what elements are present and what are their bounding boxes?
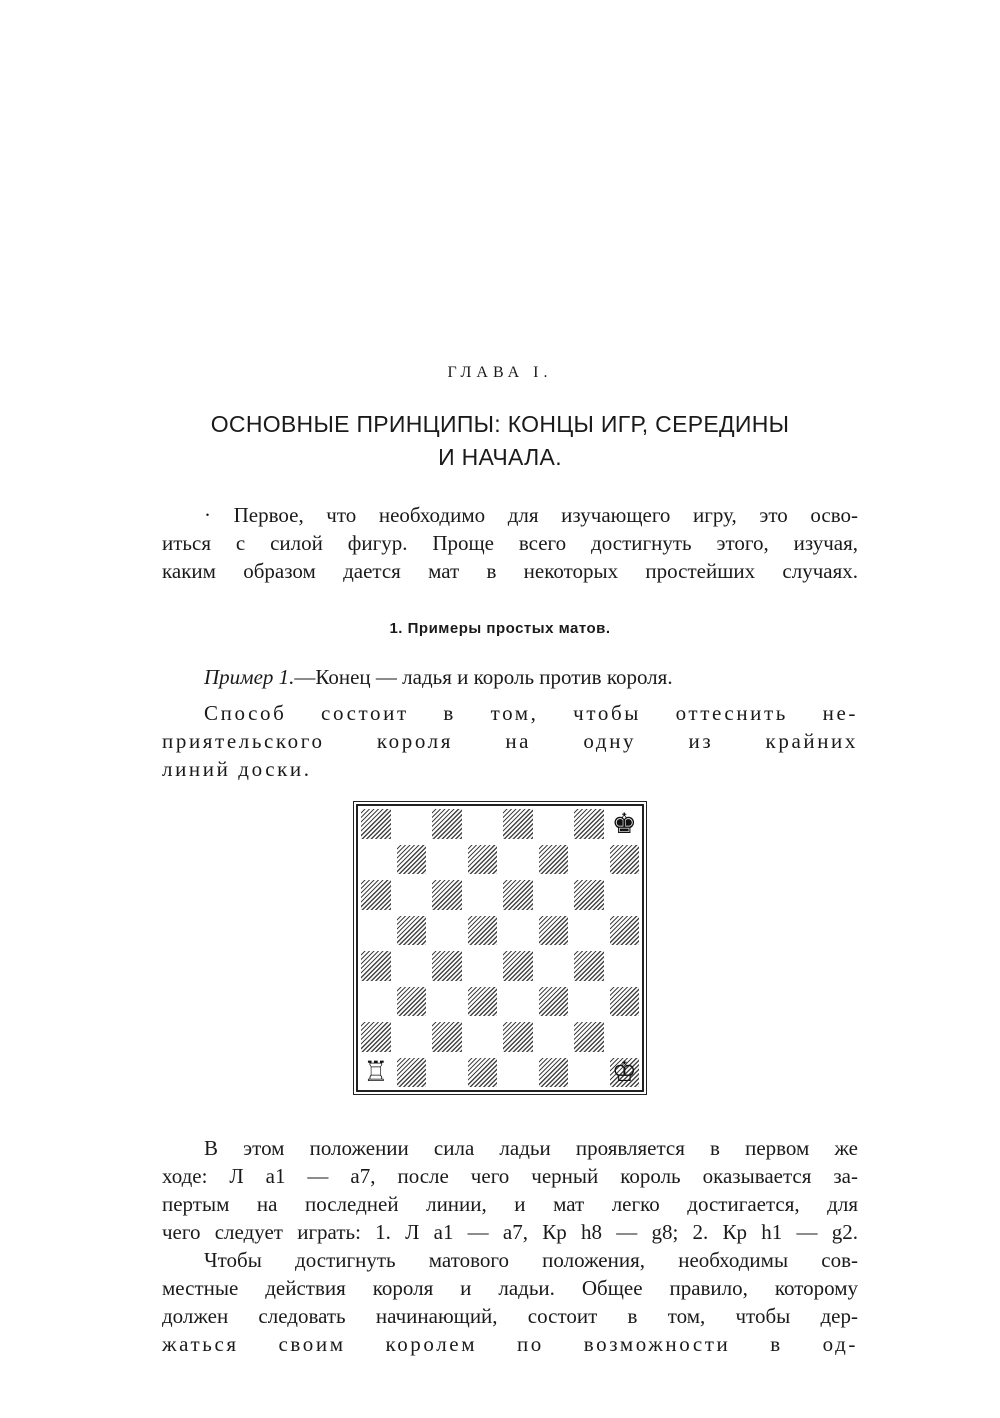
square-b8 bbox=[394, 806, 430, 842]
square-c1 bbox=[429, 1055, 465, 1091]
body-line: В этом положении сила ладьи проявляется в первом же bbox=[204, 1136, 858, 1160]
square-e5 bbox=[500, 913, 536, 949]
square-b3 bbox=[394, 984, 430, 1020]
square-g5 bbox=[571, 913, 607, 949]
square-f3 bbox=[536, 984, 572, 1020]
square-a3 bbox=[358, 984, 394, 1020]
square-d8 bbox=[465, 806, 501, 842]
method-line: Способ состоит в том, чтобы оттеснить не- bbox=[204, 701, 858, 725]
body-line: должен следовать начинающий, состоит в том, чтобы дер- bbox=[162, 1304, 858, 1328]
square-g4 bbox=[571, 948, 607, 984]
square-a4 bbox=[358, 948, 394, 984]
square-d4 bbox=[465, 948, 501, 984]
square-f8 bbox=[536, 806, 572, 842]
square-g6 bbox=[571, 877, 607, 913]
square-e3 bbox=[500, 984, 536, 1020]
body-line: Чтобы достигнуть матового положения, необходимы сов- bbox=[204, 1248, 858, 1272]
square-g3 bbox=[571, 984, 607, 1020]
chapter-title-line-2: И НАЧАЛА. bbox=[438, 444, 562, 470]
square-c2 bbox=[429, 1019, 465, 1055]
square-c7 bbox=[429, 842, 465, 878]
example-line bbox=[204, 663, 858, 691]
chapter-label: ГЛАВА I. bbox=[447, 364, 553, 381]
square-b6 bbox=[394, 877, 430, 913]
square-e6 bbox=[500, 877, 536, 913]
square-h3 bbox=[607, 984, 643, 1020]
example-text: —Конец — ладья и король против короля. bbox=[294, 665, 673, 689]
body-line: ходе: Л a1 — a7, после чего черный король оказывается за- bbox=[162, 1164, 858, 1188]
body-line: пертым на последней линии, и мат легко достигается, для bbox=[162, 1192, 858, 1216]
square-d1 bbox=[465, 1055, 501, 1091]
square-d3 bbox=[465, 984, 501, 1020]
square-a6 bbox=[358, 877, 394, 913]
white-king-icon: ♔ bbox=[611, 1055, 637, 1089]
square-a7 bbox=[358, 842, 394, 878]
intro-line: · Первое, что необходимо для изучающего игру, это осво- bbox=[204, 503, 858, 527]
square-f1 bbox=[536, 1055, 572, 1091]
method-line: линий доски. bbox=[162, 757, 312, 781]
square-e8 bbox=[500, 806, 536, 842]
intro-line: иться с силой фигур. Проще всего достигнуть этого, изучая, bbox=[162, 531, 858, 555]
square-c6 bbox=[429, 877, 465, 913]
square-c3 bbox=[429, 984, 465, 1020]
square-b4 bbox=[394, 948, 430, 984]
example-label: Пример 1. bbox=[204, 665, 295, 689]
square-e7 bbox=[500, 842, 536, 878]
square-b2 bbox=[394, 1019, 430, 1055]
square-g7 bbox=[571, 842, 607, 878]
square-c5 bbox=[429, 913, 465, 949]
white-rook-icon: ♖ bbox=[363, 1055, 389, 1089]
square-b5 bbox=[394, 913, 430, 949]
square-h7 bbox=[607, 842, 643, 878]
square-e4 bbox=[500, 948, 536, 984]
square-f4 bbox=[536, 948, 572, 984]
chess-board-diagram bbox=[356, 804, 644, 1092]
square-h6 bbox=[607, 877, 643, 913]
body-line: местные действия короля и ладьи. Общее правило, которому bbox=[162, 1276, 858, 1300]
square-h5 bbox=[607, 913, 643, 949]
square-a2 bbox=[358, 1019, 394, 1055]
square-d2 bbox=[465, 1019, 501, 1055]
square-h1 bbox=[607, 1055, 643, 1091]
chapter-title-line-1: ОСНОВНЫЕ ПРИНЦИПЫ: КОНЦЫ ИГР, СЕРЕДИНЫ bbox=[210, 411, 790, 437]
square-h8 bbox=[607, 806, 643, 842]
section-heading: 1. Примеры простых матов. bbox=[389, 620, 611, 637]
square-f6 bbox=[536, 877, 572, 913]
square-c8 bbox=[429, 806, 465, 842]
square-a5 bbox=[358, 913, 394, 949]
square-h4 bbox=[607, 948, 643, 984]
square-c4 bbox=[429, 948, 465, 984]
square-d6 bbox=[465, 877, 501, 913]
square-b1 bbox=[394, 1055, 430, 1091]
square-g2 bbox=[571, 1019, 607, 1055]
square-d7 bbox=[465, 842, 501, 878]
square-a8 bbox=[358, 806, 394, 842]
intro-line: каким образом дается мат в некоторых простейших случаях. bbox=[162, 559, 858, 583]
square-g8 bbox=[571, 806, 607, 842]
square-g1 bbox=[571, 1055, 607, 1091]
square-e1 bbox=[500, 1055, 536, 1091]
square-h2 bbox=[607, 1019, 643, 1055]
square-f7 bbox=[536, 842, 572, 878]
black-king-icon: ♚ bbox=[611, 806, 637, 840]
square-d5 bbox=[465, 913, 501, 949]
method-line: приятельского короля на одну из крайних bbox=[162, 729, 858, 753]
square-e2 bbox=[500, 1019, 536, 1055]
square-f2 bbox=[536, 1019, 572, 1055]
square-b7 bbox=[394, 842, 430, 878]
body-line: жаться своим королем по возможности в од- bbox=[162, 1332, 858, 1356]
body-line: чего следует играть: 1. Л a1 — a7, Кр h8 — g8; 2. Кр h1 — g2. bbox=[162, 1220, 858, 1244]
square-a1 bbox=[358, 1055, 394, 1091]
square-f5 bbox=[536, 913, 572, 949]
